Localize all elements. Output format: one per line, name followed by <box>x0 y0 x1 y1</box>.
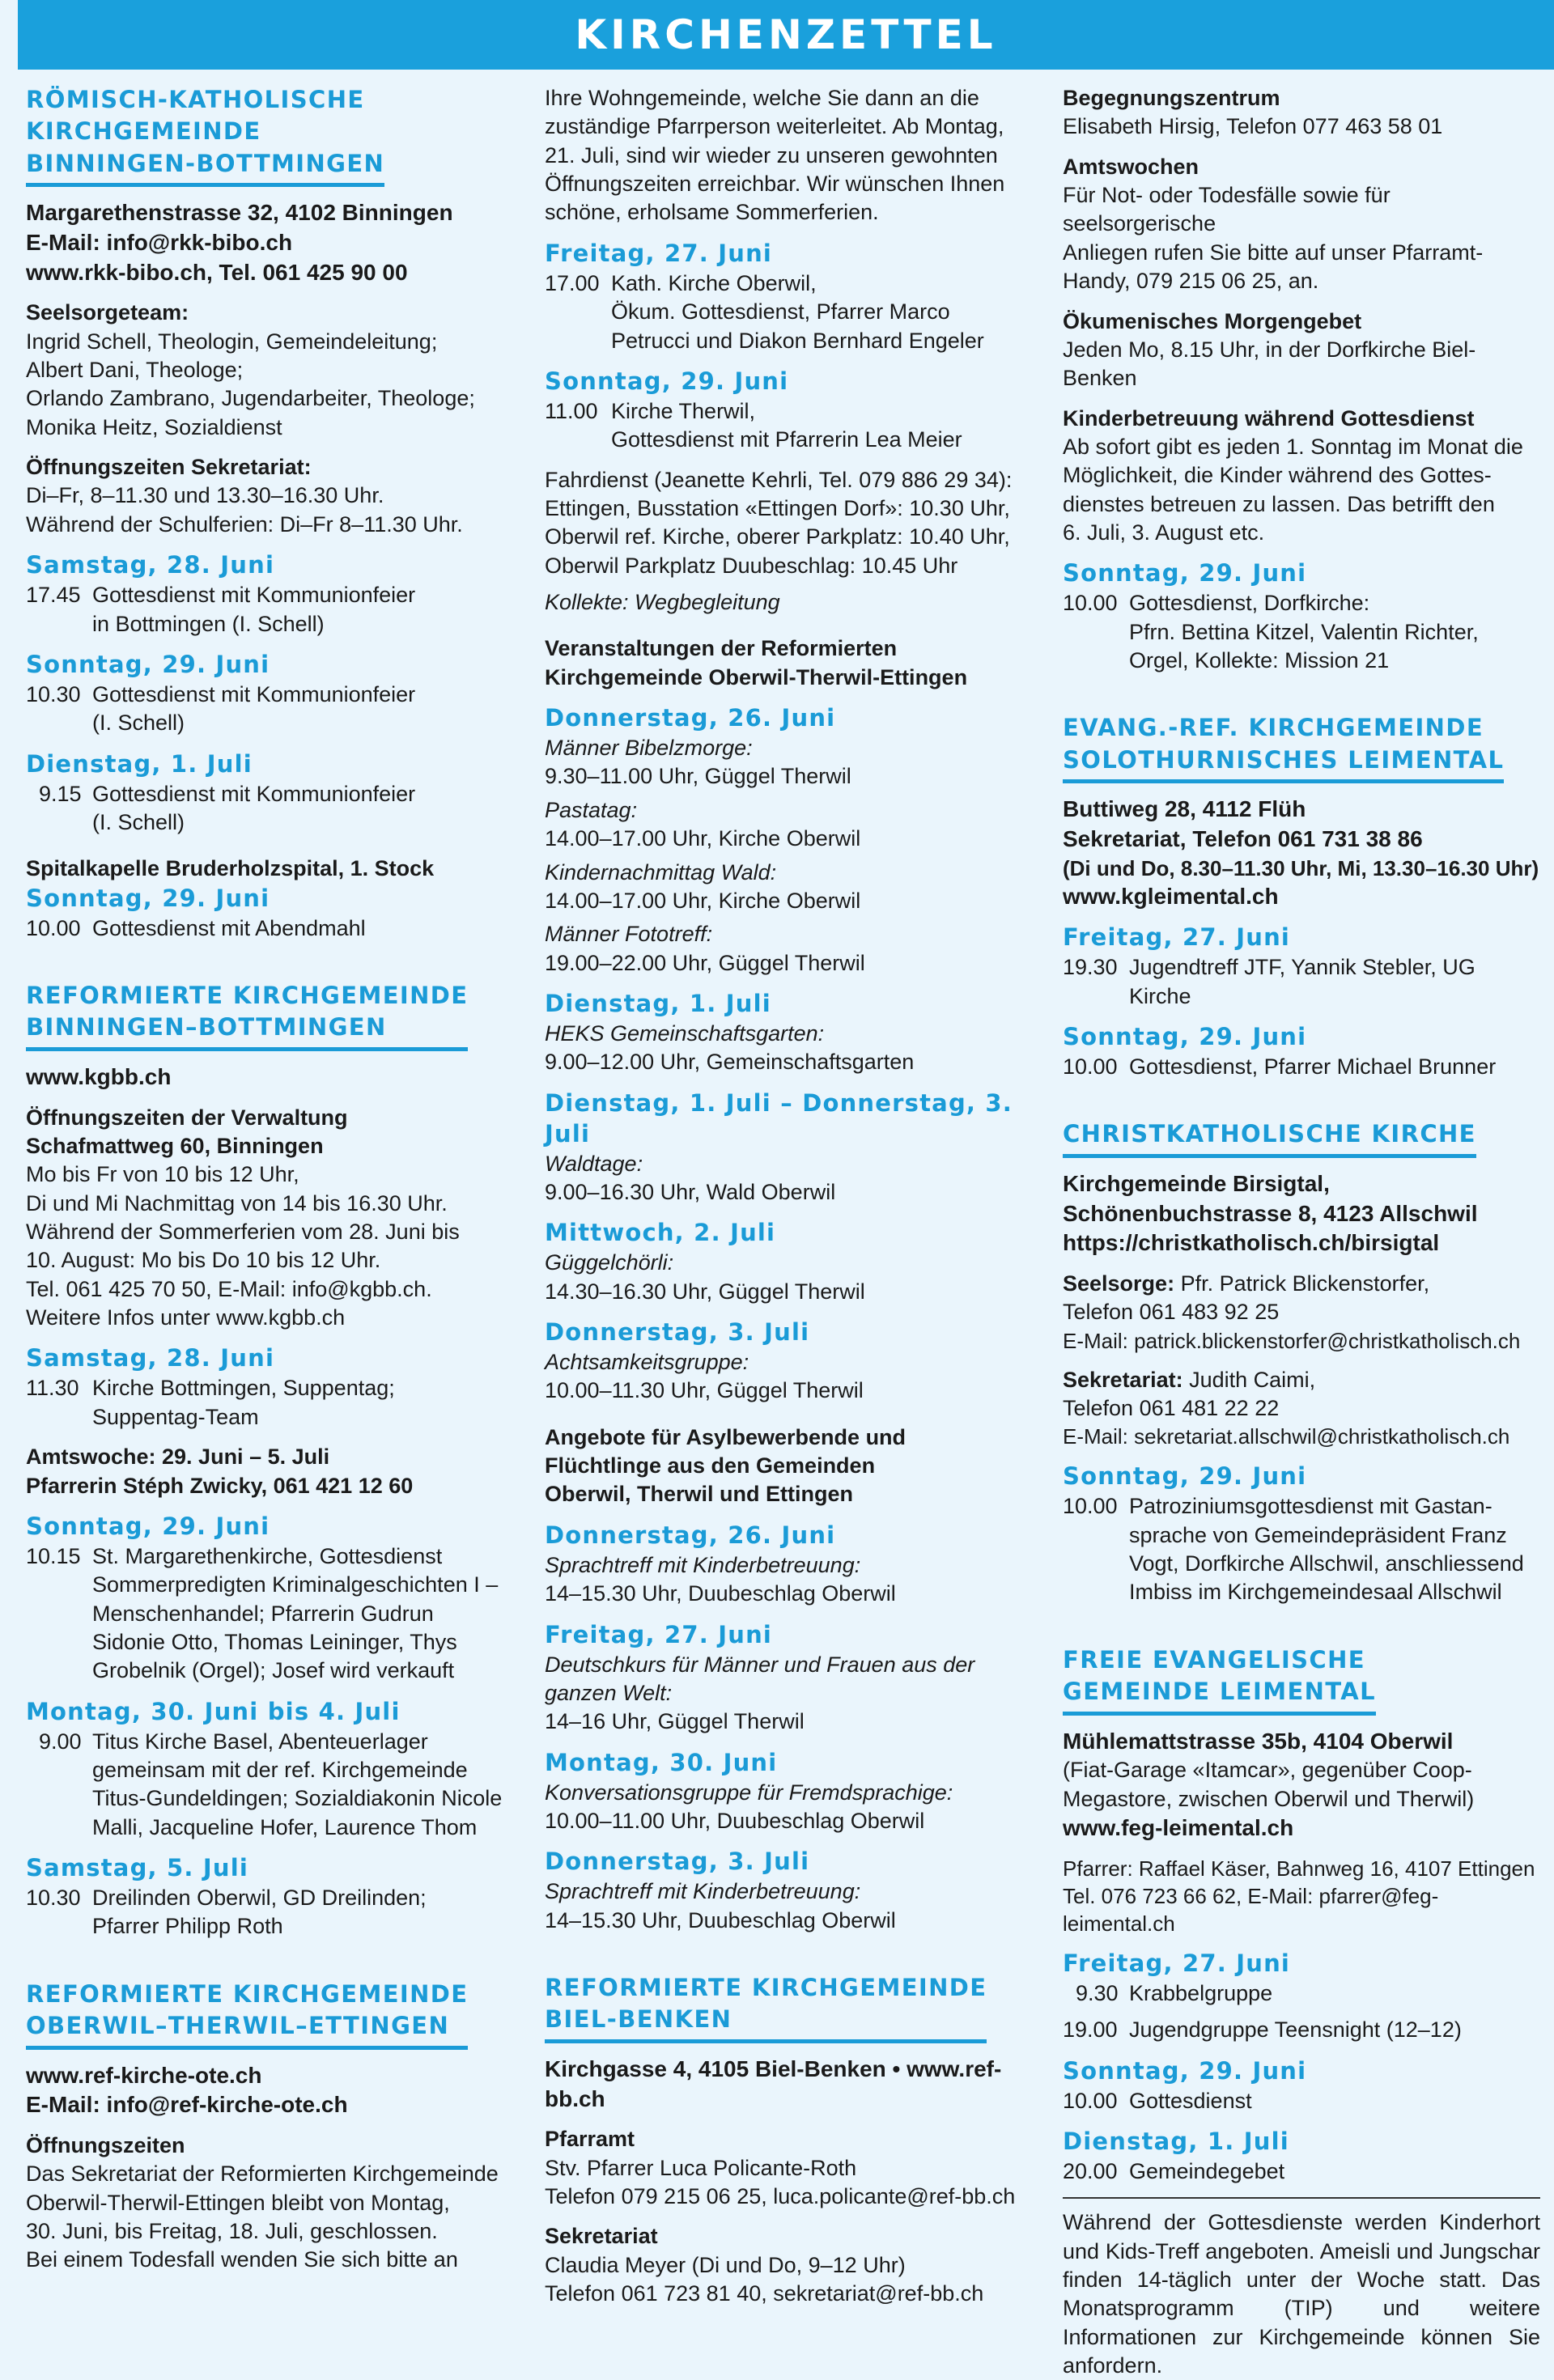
section-heading-ote <box>26 1979 468 2050</box>
event-name: Kindernachmittag Wald: <box>545 859 777 885</box>
event-time: 10.00 <box>26 915 81 940</box>
event-text: Vogt, Dorfkirche Allschwil, anschliessend <box>1129 1551 1524 1576</box>
section-heading-feg <box>1063 1644 1376 1716</box>
event-date: Donnerstag, 3. Juli <box>545 1848 810 1876</box>
web-line: www.rkk-bibo.ch, Tel. 061 425 90 00 <box>26 259 408 285</box>
event-date: Dienstag, 1. Juli <box>1063 2127 1289 2155</box>
event-info: 10.00–11.30 Uhr, Güggel Therwil <box>545 1378 864 1403</box>
event-text: Kirche Therwil, <box>611 398 756 423</box>
event-name: Güggelchörli: <box>545 1250 674 1275</box>
event <box>1063 953 1540 1011</box>
web-line: www.ref-kirche-ote.ch <box>26 2062 262 2088</box>
label: Sekretariat: <box>1063 1367 1183 1392</box>
event-info: 19.00–22.00 Uhr, Güggel Therwil <box>545 950 865 975</box>
event-text: Titus-Gundeldingen; Sozialdiakonin Nicole <box>92 1786 503 1811</box>
text-line <box>1063 1270 1540 1298</box>
text-line: Während der Sommerferien vom 28. Juni bis <box>26 1220 460 1244</box>
text-line: Oberwil ref. Kirche, oberer Parkplatz: 10.40 Uhr, <box>545 524 1010 549</box>
text-line: Während der Schulferien: Di–Fr 8–11.30 Uhr. <box>26 511 463 537</box>
event-date: Donnerstag, 26. Juni <box>545 1521 836 1549</box>
text-line: Mo bis Fr von 10 bis 12 Uhr, <box>26 1162 299 1187</box>
event-text: Gottesdienst, Pfarrer Michael Brunner <box>1129 1054 1497 1080</box>
text-line: schöne, erholsame Sommerferien. <box>545 200 879 225</box>
text-line: (Fiat-Garage «Itamcar», gegenüber Coop- <box>1063 1758 1472 1783</box>
event-name: Sprachtreff mit Kinderbetreuung: <box>545 1552 861 1577</box>
event <box>545 397 1038 455</box>
text-line: E-Mail: patrick.blickenstorfer@christkatholisch.ch <box>1063 1328 1521 1353</box>
heading-line: REFORMIERTE KIRCHGEMEINDE <box>26 1979 469 2008</box>
event-text: Gottesdienst mit Kommunionfeier <box>92 781 416 806</box>
event-info: 14–16 Uhr, Güggel Therwil <box>545 1709 805 1734</box>
subheading: Schafmattweg 60, Binningen <box>26 1133 324 1158</box>
event-info: 14.30–16.30 Uhr, Güggel Therwil <box>545 1279 865 1304</box>
text-line: 30. Juni, bis Freitag, 18. Juli, geschlossen. <box>26 2219 438 2244</box>
event-date: Sonntag, 29. Juni <box>545 367 789 395</box>
event <box>26 1374 528 1432</box>
address-line: Mühlemattstrasse 35b, 4104 Oberwil <box>1063 1728 1454 1754</box>
text-line: dienstes betreuen zu lassen. Das betrifft den <box>1063 491 1495 516</box>
text-line: Für Not- oder Todesfälle sowie für seelsorgerische <box>1063 183 1391 236</box>
event <box>26 1728 528 1842</box>
event-time: 17.45 <box>26 583 81 608</box>
event <box>1063 1492 1540 1606</box>
text-line: Di und Mi Nachmittag von 14 bis 16.30 Uhr. <box>26 1190 448 1215</box>
heading-line: EVANG.-REF. KIRCHGEMEINDE <box>1063 714 1484 742</box>
event-text: in Bottmingen (I. Schell) <box>92 611 325 636</box>
hours-line: (Di und Do, 8.30–11.30 Uhr, Mi, 13.30–16.30 Uhr) <box>1063 855 1539 880</box>
event-text: Imbiss im Kirchgemeindesaal Allschwil <box>1129 1580 1502 1605</box>
event-info: 14.00–17.00 Uhr, Kirche Oberwil <box>545 888 861 913</box>
event-time: 9.15 <box>39 781 82 806</box>
event <box>1063 2016 1540 2044</box>
event-time: 10.15 <box>26 1543 81 1568</box>
event-date: Sonntag, 29. Juni <box>26 650 270 678</box>
text-line: Megastore, zwischen Oberwil und Therwil) <box>1063 1786 1475 1811</box>
subheading: Öffnungszeiten <box>26 2132 185 2157</box>
page-title: KIRCHENZETTEL <box>18 0 1554 70</box>
event-text: Kirche Bottmingen, Suppentag; <box>92 1376 395 1401</box>
column-left <box>26 84 528 2275</box>
text-line: Ihre Wohngemeinde, welche Sie dann an die <box>545 86 979 110</box>
text-line: Pfarrer: Raffael Käser, Bahnweg 16, 4107 Ettingen <box>1063 1856 1535 1881</box>
text-line: Orlando Zambrano, Jugendarbeiter, Theologe; <box>26 386 475 411</box>
subheading: Pfarramt <box>545 2127 635 2152</box>
heading-line: SOLOTHURNISCHES LEIMENTAL <box>1063 745 1505 774</box>
event-text: (I. Schell) <box>92 809 185 834</box>
event <box>26 1542 528 1686</box>
event-date: Samstag, 28. Juni <box>26 551 275 579</box>
event-info: 9.00–12.00 Uhr, Gemeinschaftsgarten <box>545 1050 915 1075</box>
event-date: Samstag, 28. Juni <box>26 1344 275 1372</box>
event-text: Menschenhandel; Pfarrerin Gudrun <box>92 1601 434 1626</box>
text-line: Di–Fr, 8–11.30 und 13.30–16.30 Uhr. <box>26 483 384 508</box>
subheading: Kirchgemeinde Oberwil-Therwil-Ettingen <box>545 664 968 689</box>
text-line: Elisabeth Hirsig, Telefon 077 463 58 01 <box>1063 114 1443 139</box>
event-name: Konversationsgruppe für Fremdsprachige: <box>545 1780 953 1805</box>
event-time: 10.30 <box>26 681 81 706</box>
subheading: Öffnungszeiten der Verwaltung <box>26 1105 348 1130</box>
text-line: Albert Dani, Theologe; <box>26 358 244 383</box>
subheading: Kinderbetreuung während Gottesdienst <box>1063 405 1475 431</box>
event-name: Männer Bibelzmorge: <box>545 736 753 761</box>
label: Seelsorge: <box>1063 1271 1175 1296</box>
event-date: Dienstag, 1. Juli – Donnerstag, 3. Juli <box>545 1088 1013 1148</box>
event <box>26 780 528 838</box>
event-name: Achtsamkeitsgruppe: <box>545 1350 749 1375</box>
event-date: Sonntag, 29. Juni <box>1063 1462 1307 1491</box>
text-line: Ettingen, Busstation «Ettingen Dorf»: 10.30 Uhr, <box>545 495 1010 520</box>
section-heading-rkk <box>26 84 384 187</box>
event-text: Orgel, Kollekte: Mission 21 <box>1129 648 1390 673</box>
event-text: Malli, Jacqueline Hofer, Laurence Thom <box>92 1814 478 1839</box>
text-value: Judith Caimi, <box>1182 1367 1316 1392</box>
event-text: Jugendgruppe Teensnight (12–12) <box>1129 2017 1462 2043</box>
subheading: Flüchtlinge aus den Gemeinden <box>545 1453 876 1478</box>
subheading: Ökumenisches Morgengebet <box>1063 308 1362 333</box>
event-text: gemeinsam mit der ref. Kirchgemeinde <box>92 1757 468 1782</box>
web-line: https://christkatholisch.ch/birsigtal <box>1063 1230 1440 1256</box>
subheading: Oberwil, Therwil und Ettingen <box>545 1482 854 1507</box>
address-line: Buttiweg 28, 4112 Flüh <box>1063 796 1306 822</box>
event-text: Grobelnik (Orgel); Josef wird verkauft <box>92 1658 455 1683</box>
event-name: ganzen Welt: <box>545 1680 673 1705</box>
text-line: Monika Heitz, Sozialdienst <box>26 414 282 439</box>
event-date: Freitag, 27. Juni <box>1063 923 1291 952</box>
heading-line: BIEL-BENKEN <box>545 2005 732 2034</box>
event-text: Gottesdienst mit Abendmahl <box>92 915 366 940</box>
event-text: Pfrn. Bettina Kitzel, Valentin Richter, <box>1129 619 1479 644</box>
text-line: Möglichkeit, die Kinder während des Gottes- <box>1063 463 1492 488</box>
text-line: Telefon 061 483 92 25 <box>1063 1300 1280 1325</box>
text-line: Oberwil-Therwil-Ettingen bleibt von Montag, <box>26 2190 450 2215</box>
event-text: Patroziniumsgottesdienst mit Gastan- <box>1129 1494 1492 1519</box>
subheading: Seelsorgeteam: <box>26 300 189 325</box>
text-line: Weitere Infos unter www.kgbb.ch <box>26 1305 346 1330</box>
event-time: 11.30 <box>26 1376 79 1401</box>
event-date: Mittwoch, 2. Juli <box>545 1219 776 1247</box>
event-text: Titus Kirche Basel, Abenteuerlager <box>92 1729 428 1754</box>
address-line: Kirchgasse 4, 4105 Biel-Benken • www.ref-bb.ch <box>545 2055 1002 2111</box>
event-name: HEKS Gemeinschaftsgarten: <box>545 1020 825 1046</box>
section-heading-christ <box>1063 1118 1476 1157</box>
event-text: Krabbelgruppe <box>1129 1980 1273 2005</box>
text-line: E-Mail: sekretariat.allschwil@christkatholisch.ch <box>1063 1424 1510 1449</box>
email-line: E-Mail: info@ref-kirche-ote.ch <box>26 2092 348 2118</box>
event-text: Pfarrer Philipp Roth <box>92 1914 283 1939</box>
section-heading-refbb <box>26 980 468 1051</box>
event-time: 19.00 <box>1063 2017 1118 2043</box>
event-time: 10.30 <box>26 1886 81 1911</box>
subheading: Veranstaltungen der Reformierten <box>545 636 898 661</box>
address-line: Schönenbuchstrasse 8, 4123 Allschwil <box>1063 1200 1478 1226</box>
event-date: Donnerstag, 26. Juni <box>545 704 836 732</box>
text-line: 6. Juli, 3. August etc. <box>1063 520 1265 545</box>
text-line: Telefon 061 723 81 40, sekretariat@ref-bb.ch <box>545 2281 984 2306</box>
heading-line: RÖMISCH-KATHOLISCHE <box>26 86 365 113</box>
event-date: Freitag, 27. Juni <box>545 239 773 267</box>
event <box>1063 2087 1540 2115</box>
text-line: Tel. 076 723 66 62, E-Mail: pfarrer@feg-leimental.ch <box>1063 1883 1439 1936</box>
event-text: Suppentag-Team <box>92 1404 259 1429</box>
event-time: 9.00 <box>39 1729 82 1754</box>
event-date: Dienstag, 1. Juli <box>545 989 771 1017</box>
event-time: 10.00 <box>1063 591 1118 616</box>
event-date: Donnerstag, 3. Juli <box>545 1318 810 1347</box>
text-line: Jeden Mo, 8.15 Uhr, in der Dorfkirche Biel-Benken <box>1063 337 1476 391</box>
event-name: Pastatag: <box>545 797 638 822</box>
event <box>1063 2157 1540 2186</box>
event-text: Gottesdienst <box>1129 2088 1252 2113</box>
text-line <box>1063 1366 1540 1394</box>
web-line: www.feg-leimental.ch <box>1063 1815 1294 1841</box>
closing-note: Während der Gottesdienste werden Kinderhort und Kids-Treff angeboten. Ameisli und Jungschar finden 14-täglich unter der Woche statt. Das Monatsprogramm (TIP) und weitere Informationen zur Kirchgemeinde können Sie anfordern. <box>1063 2210 1540 2378</box>
column-right <box>1063 84 1540 2380</box>
event-info: 10.00–11.00 Uhr, Duubeschlag Oberwil <box>545 1808 925 1833</box>
subheading: Amtswoche: 29. Juni – 5. Juli <box>26 1445 330 1470</box>
collection-note: Kollekte: Wegbegleitung <box>545 590 780 614</box>
web-line: www.kgbb.ch <box>26 1063 172 1089</box>
event <box>1063 1979 1540 2008</box>
heading-line: BINNINGEN–BOTTMINGEN <box>26 1013 387 1042</box>
event-date: Sonntag, 29. Juni <box>26 884 270 912</box>
event-date: Sonntag, 29. Juni <box>1063 1023 1307 1051</box>
event-date: Sonntag, 29. Juni <box>1063 2056 1307 2085</box>
heading-line: GEMEINDE LEIMENTAL <box>1063 1678 1376 1706</box>
event-time: 20.00 <box>1063 2158 1118 2183</box>
event-text: (I. Schell) <box>92 711 185 736</box>
subheading: Spitalkapelle Bruderholzspital, 1. Stock <box>26 856 435 881</box>
subheading: Pfarrerin Stéph Zwicky, 061 421 12 60 <box>26 1473 414 1498</box>
text-line: Bei einem Todesfall wenden Sie sich bitte an <box>26 2247 458 2272</box>
web-line: www.kgleimental.ch <box>1063 883 1279 909</box>
heading-line: REFORMIERTE KIRCHGEMEINDE <box>26 982 469 1010</box>
event-date: Montag, 30. Juni bis 4. Juli <box>26 1697 401 1725</box>
subheading: Angebote für Asylbewerbende und <box>545 1424 906 1449</box>
text-line: Anliegen rufen Sie bitte auf unser Pfarramt- <box>1063 240 1484 265</box>
event-text: Gottesdienst mit Kommunionfeier <box>92 583 416 608</box>
event <box>1063 589 1540 675</box>
event-time: 11.00 <box>545 398 598 423</box>
event-text: Petrucci und Diakon Bernhard Engeler <box>611 328 984 353</box>
event-info: 14.00–17.00 Uhr, Kirche Oberwil <box>545 826 861 851</box>
text-line: zuständige Pfarrperson weiterleitet. Ab Montag, <box>545 114 1004 139</box>
event-date: Dienstag, 1. Juli <box>26 749 253 778</box>
event-time: 19.30 <box>1063 955 1118 980</box>
address-line: Kirchgemeinde Birsigtal, <box>1063 1170 1330 1196</box>
text-line: Telefon 061 481 22 22 <box>1063 1396 1280 1421</box>
event <box>26 681 528 738</box>
heading-line: OBERWIL–THERWIL–ETTINGEN <box>26 2012 450 2040</box>
text-line: Telefon 079 215 06 25, luca.policante@ref-bb.ch <box>545 2183 1016 2208</box>
event-time: 17.00 <box>545 270 600 295</box>
event-text: Gottesdienst mit Kommunionfeier <box>92 681 416 706</box>
section-heading-solo <box>1063 712 1504 783</box>
subheading: Sekretariat <box>545 2224 658 2249</box>
heading-line: FREIE EVANGELISCHE <box>1063 1645 1365 1674</box>
event-date: Samstag, 5. Juli <box>26 1854 249 1882</box>
event-time: 10.00 <box>1063 2088 1118 2113</box>
event <box>26 914 528 943</box>
text-line: Ingrid Schell, Theologin, Gemeindeleitung; <box>26 329 438 354</box>
event-info: 14–15.30 Uhr, Duubeschlag Oberwil <box>545 1581 896 1606</box>
heading-line: BINNINGEN-BOTTMINGEN <box>26 149 385 177</box>
address-line: Margarethenstrasse 32, 4102 Binningen <box>26 200 453 226</box>
text-line: Das Sekretariat der Reformierten Kirchgemeinde <box>26 2162 499 2187</box>
event-time: 10.00 <box>1063 1054 1118 1080</box>
event <box>26 581 528 638</box>
event-text: Jugendtreff JTF, Yannik Stebler, UG Kirche <box>1129 955 1475 1008</box>
event-text: St. Margarethenkirche, Gottesdienst <box>92 1543 443 1568</box>
heading-line: REFORMIERTE KIRCHGEMEINDE <box>545 1973 987 2001</box>
event-name: Sprachtreff mit Kinderbetreuung: <box>545 1879 861 1904</box>
event-text: Ökum. Gottesdienst, Pfarrer Marco <box>611 299 950 325</box>
event <box>26 1884 528 1941</box>
event-text: Gemeindegebet <box>1129 2158 1285 2183</box>
heading-line: CHRISTKATHOLISCHE KIRCHE <box>1063 1120 1476 1148</box>
text-line: Stv. Pfarrer Luca Policante-Roth <box>545 2155 857 2180</box>
subheading: Begegnungszentrum <box>1063 86 1280 110</box>
text-line: Tel. 061 425 70 50, E-Mail: info@kgbb.ch. <box>26 1276 432 1301</box>
event-text: Gottesdienst mit Pfarrerin Lea Meier <box>611 427 962 452</box>
event-text: Sommerpredigten Kriminalgeschichten I – <box>92 1572 499 1597</box>
divider <box>1063 2197 1540 2380</box>
event-time: 10.00 <box>1063 1494 1118 1519</box>
event <box>545 269 1038 355</box>
event-info: 14–15.30 Uhr, Duubeschlag Oberwil <box>545 1907 896 1932</box>
event-text: Sidonie Otto, Thomas Leininger, Thys <box>92 1629 457 1654</box>
text-line: 10. August: Mo bis Do 10 bis 12 Uhr. <box>26 1248 381 1273</box>
event-date: Montag, 30. Juni <box>545 1748 778 1776</box>
event <box>1063 1053 1540 1081</box>
text-line: 21. Juli, sind wir wieder zu unseren gewohnten <box>545 142 998 168</box>
text-line: Handy, 079 215 06 25, an. <box>1063 269 1319 294</box>
event-date: Sonntag, 29. Juni <box>1063 559 1307 588</box>
subheading: Amtswochen <box>1063 154 1199 179</box>
event-name: Männer Fototreff: <box>545 922 713 947</box>
event-text: Dreilinden Oberwil, GD Dreilinden; <box>92 1886 427 1911</box>
event-text: Kath. Kirche Oberwil, <box>611 270 817 295</box>
event-name: Waldtage: <box>545 1151 643 1176</box>
text-line: Öffnungszeiten erreichbar. Wir wünschen Ihnen <box>545 172 1005 197</box>
text-line: Claudia Meyer (Di und Do, 9–12 Uhr) <box>545 2252 906 2277</box>
event-info: 9.00–16.30 Uhr, Wald Oberwil <box>545 1179 836 1204</box>
event-info: 9.30–11.00 Uhr, Güggel Therwil <box>545 764 851 789</box>
section-heading-biel <box>545 1972 987 2043</box>
text-line: Oberwil Parkplatz Duubeschlag: 10.45 Uhr <box>545 553 958 578</box>
subheading: Öffnungszeiten Sekretariat: <box>26 455 312 480</box>
column-middle <box>545 84 1038 2308</box>
text-line: Ab sofort gibt es jeden 1. Sonntag im Monat die <box>1063 434 1523 459</box>
event-time: 9.30 <box>1076 1980 1119 2005</box>
event-date: Sonntag, 29. Juni <box>26 1512 270 1540</box>
email-line: E-Mail: info@rkk-bibo.ch <box>26 229 293 255</box>
event-text: sprache von Gemeindepräsident Franz <box>1129 1522 1507 1547</box>
event-name: Deutschkurs für Männer und Frauen aus der <box>545 1652 975 1677</box>
text-value: Pfr. Patrick Blickenstorfer, <box>1174 1271 1430 1296</box>
event-date: Freitag, 27. Juni <box>1063 1949 1291 1977</box>
heading-line: KIRCHGEMEINDE <box>26 117 261 146</box>
event-text: Gottesdienst, Dorfkirche: <box>1129 591 1370 616</box>
text-line: Fahrdienst (Jeanette Kehrli, Tel. 079 886 29 34): <box>545 467 1013 492</box>
phone-line: Sekretariat, Telefon 061 731 38 86 <box>1063 826 1423 851</box>
event-date: Freitag, 27. Juni <box>545 1620 773 1648</box>
